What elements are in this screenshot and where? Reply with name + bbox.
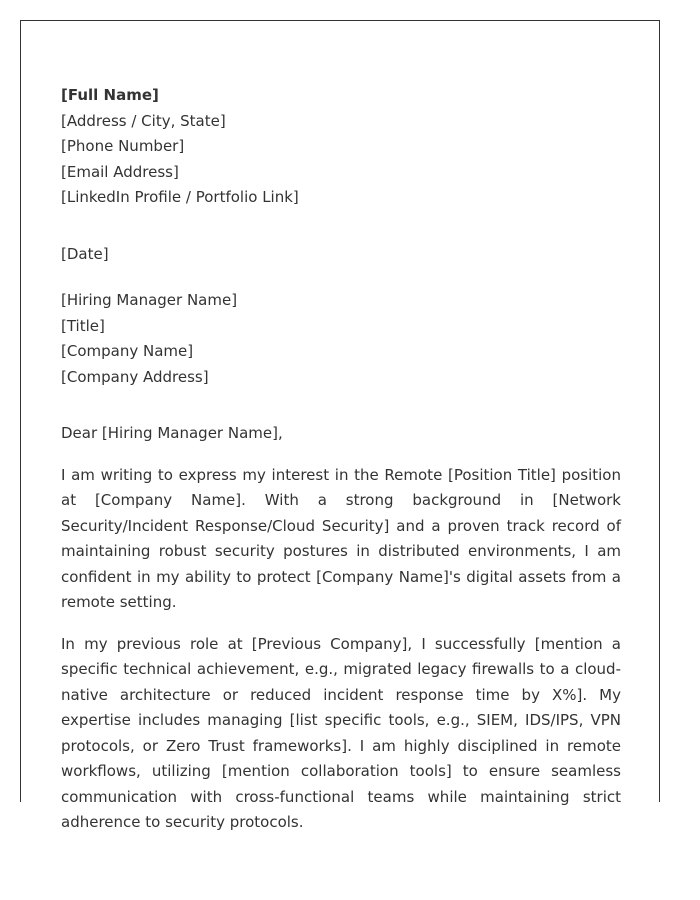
cover-letter-body	[61, 83, 621, 836]
sender-phone: [Phone Number]	[61, 137, 185, 155]
salutation-block	[61, 421, 621, 447]
recipient-name: [Hiring Manager Name]	[61, 291, 238, 309]
recipient-address: [Company Address]	[61, 367, 209, 386]
document-page	[20, 20, 660, 831]
sender-address: [Address / City, State]	[61, 111, 226, 130]
recipient-title: [Title]	[61, 316, 105, 335]
recipient-info	[61, 288, 621, 390]
letter-date: [Date]	[61, 244, 109, 263]
body-paragraph-2: In my previous role at [Previous Company], I successfully [mention a specific technical achievement, e.g., migrated legacy firewalls to a cloud-native architecture or reduced incident response time by X%]. My expertise includes managing [list specific tools, e.g., SIEM, IDS/IPS, VPN protocols, or Zero Trust frameworks]. I am highly disciplined in remote workflows, utilizing [mention collaboration tools] to ensure seamless communication with cross-functional teams while maintaining strict adherence to security protocols.	[61, 634, 621, 831]
letter-date-block	[61, 242, 621, 268]
sender-email: [Email Address]	[61, 162, 179, 181]
salutation: Dear [Hiring Manager Name],	[61, 424, 283, 442]
recipient-company: [Company Name]	[61, 342, 194, 360]
sender-full-name: [Full Name]	[61, 86, 159, 104]
body-paragraph-1: I am writing to express my interest in the Remote [Position Title] position at [Company Name]. With a strong background in [Network Security/Incident Response/Cloud Security] and a proven track record of maintaining robust security postures in distributed environments, I am confident in my ability to protect [Company Name]'s digital assets from a remote setting.	[61, 465, 621, 611]
sender-linkedin: [LinkedIn Profile / Portfolio Link]	[61, 188, 299, 206]
sender-info	[61, 83, 621, 211]
